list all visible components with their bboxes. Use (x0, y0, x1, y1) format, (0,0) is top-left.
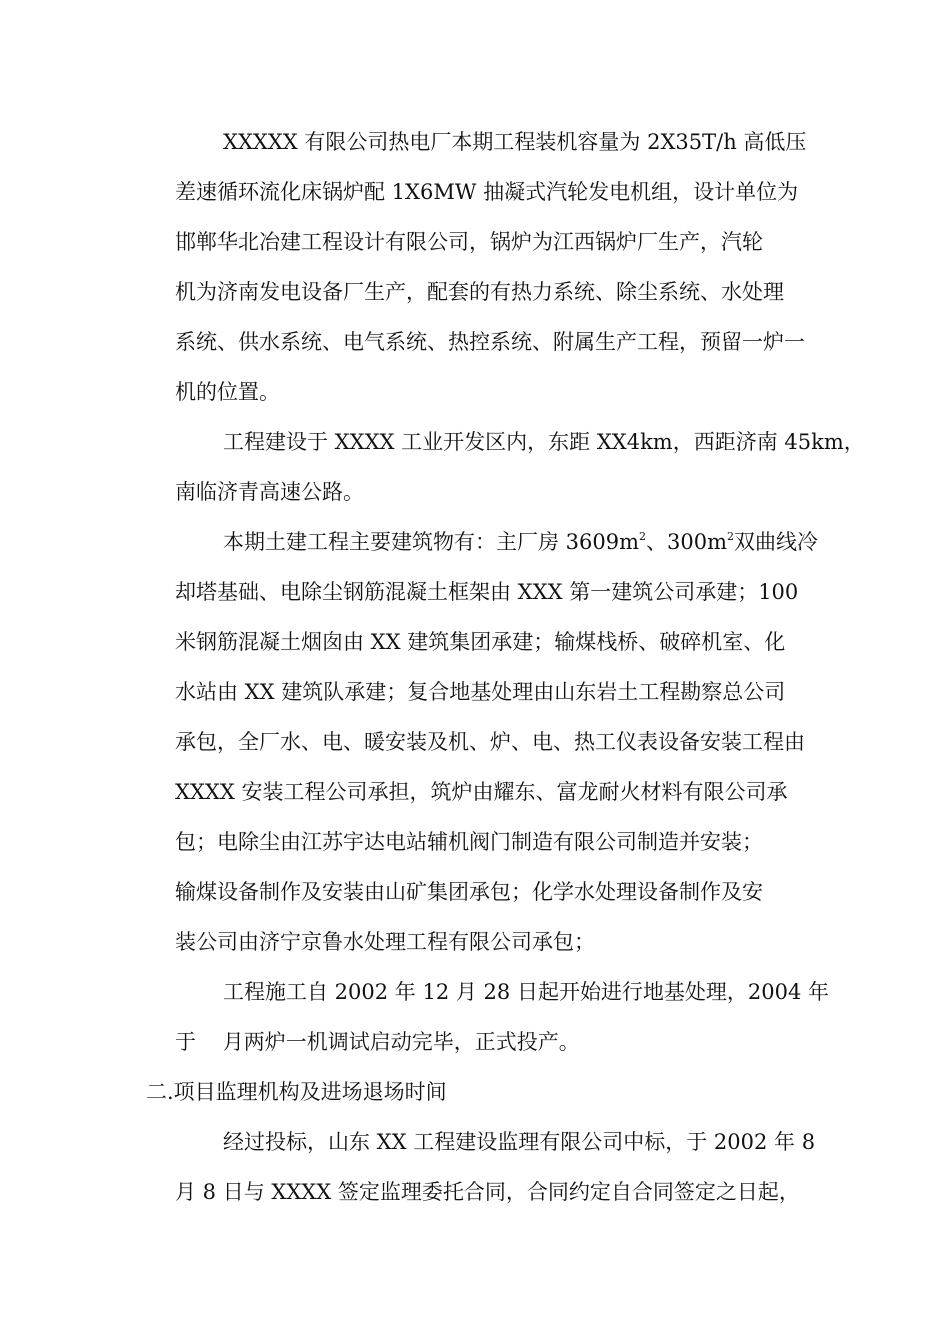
paragraph-line: 承包，全厂水、电、暖安装及机、炉、电、热工仪表设备安装工程由 (175, 730, 805, 754)
paragraph-line: 米钢筋混凝土烟囱由 XX 建筑集团承建；输煤栈桥、破碎机室、化 (175, 630, 786, 654)
paragraph-line: XXXXX 有限公司热电厂本期工程装机容量为 2X35T/h 高低压 (223, 130, 807, 154)
paragraph-line: 系统、供水系统、电气系统、热控系统、附属生产工程，预留一炉一 (175, 330, 805, 354)
paragraph-line: 机为济南发电设备厂生产，配套的有热力系统、除尘系统、水处理 (175, 280, 784, 304)
superscript: 2 (727, 530, 735, 543)
superscript: 2 (639, 530, 647, 543)
paragraph-line: 装公司由济宁京鲁水处理工程有限公司承包； (175, 930, 595, 954)
paragraph-line: 工程施工自 2002 年 12 月 28 日起开始进行地基处理，2004 年 (223, 980, 830, 1004)
paragraph-line: 南临济青高速公路。 (175, 480, 364, 504)
text-segment: 、300m (646, 530, 728, 554)
paragraph-line: 差速循环流化床锅炉配 1X6MW 抽凝式汽轮发电机组，设计单位为 (175, 180, 799, 204)
paragraph-line: 却塔基础、电除尘钢筋混凝土框架由 XXX 第一建筑公司承建；100 (175, 580, 799, 604)
text-segment: 双曲线冷 (734, 530, 819, 554)
paragraph-line: 于 月两炉一机调试启动完毕，正式投产。 (175, 1030, 580, 1054)
paragraph-line: 月 8 日与 XXXX 签定监理委托合同，合同约定自合同签定之日起， (175, 1180, 800, 1204)
paragraph-line: 水站由 XX 建筑队承建；复合地基处理由山东岩土工程勘察总公司 (175, 680, 786, 704)
paragraph-line: 包；电除尘由江苏宇达电站辅机阀门制造有限公司制造并安装； (175, 830, 763, 854)
text-segment: 本期土建工程主要建筑物有：主厂房 3609m (223, 530, 640, 554)
paragraph-line-with-superscripts (223, 527, 818, 557)
paragraph-line: 机的位置。 (175, 380, 280, 404)
paragraph-line: 工程建设于 XXXX 工业开发区内，东距 XX4km，西距济南 45km， (223, 430, 865, 454)
section-heading: 二.项目监理机构及进场退场时间 (146, 1080, 447, 1104)
paragraph-line: 邯郸华北冶建工程设计有限公司，锅炉为江西锅炉厂生产，汽轮 (175, 230, 763, 254)
paragraph-line: XXXX 安装工程公司承担，筑炉由耀东、富龙耐火材料有限公司承 (175, 780, 788, 804)
paragraph-line: 输煤设备制作及安装由山矿集团承包；化学水处理设备制作及安 (175, 880, 763, 904)
paragraph-line: 经过投标，山东 XX 工程建设监理有限公司中标，于 2002 年 8 (223, 1130, 816, 1154)
